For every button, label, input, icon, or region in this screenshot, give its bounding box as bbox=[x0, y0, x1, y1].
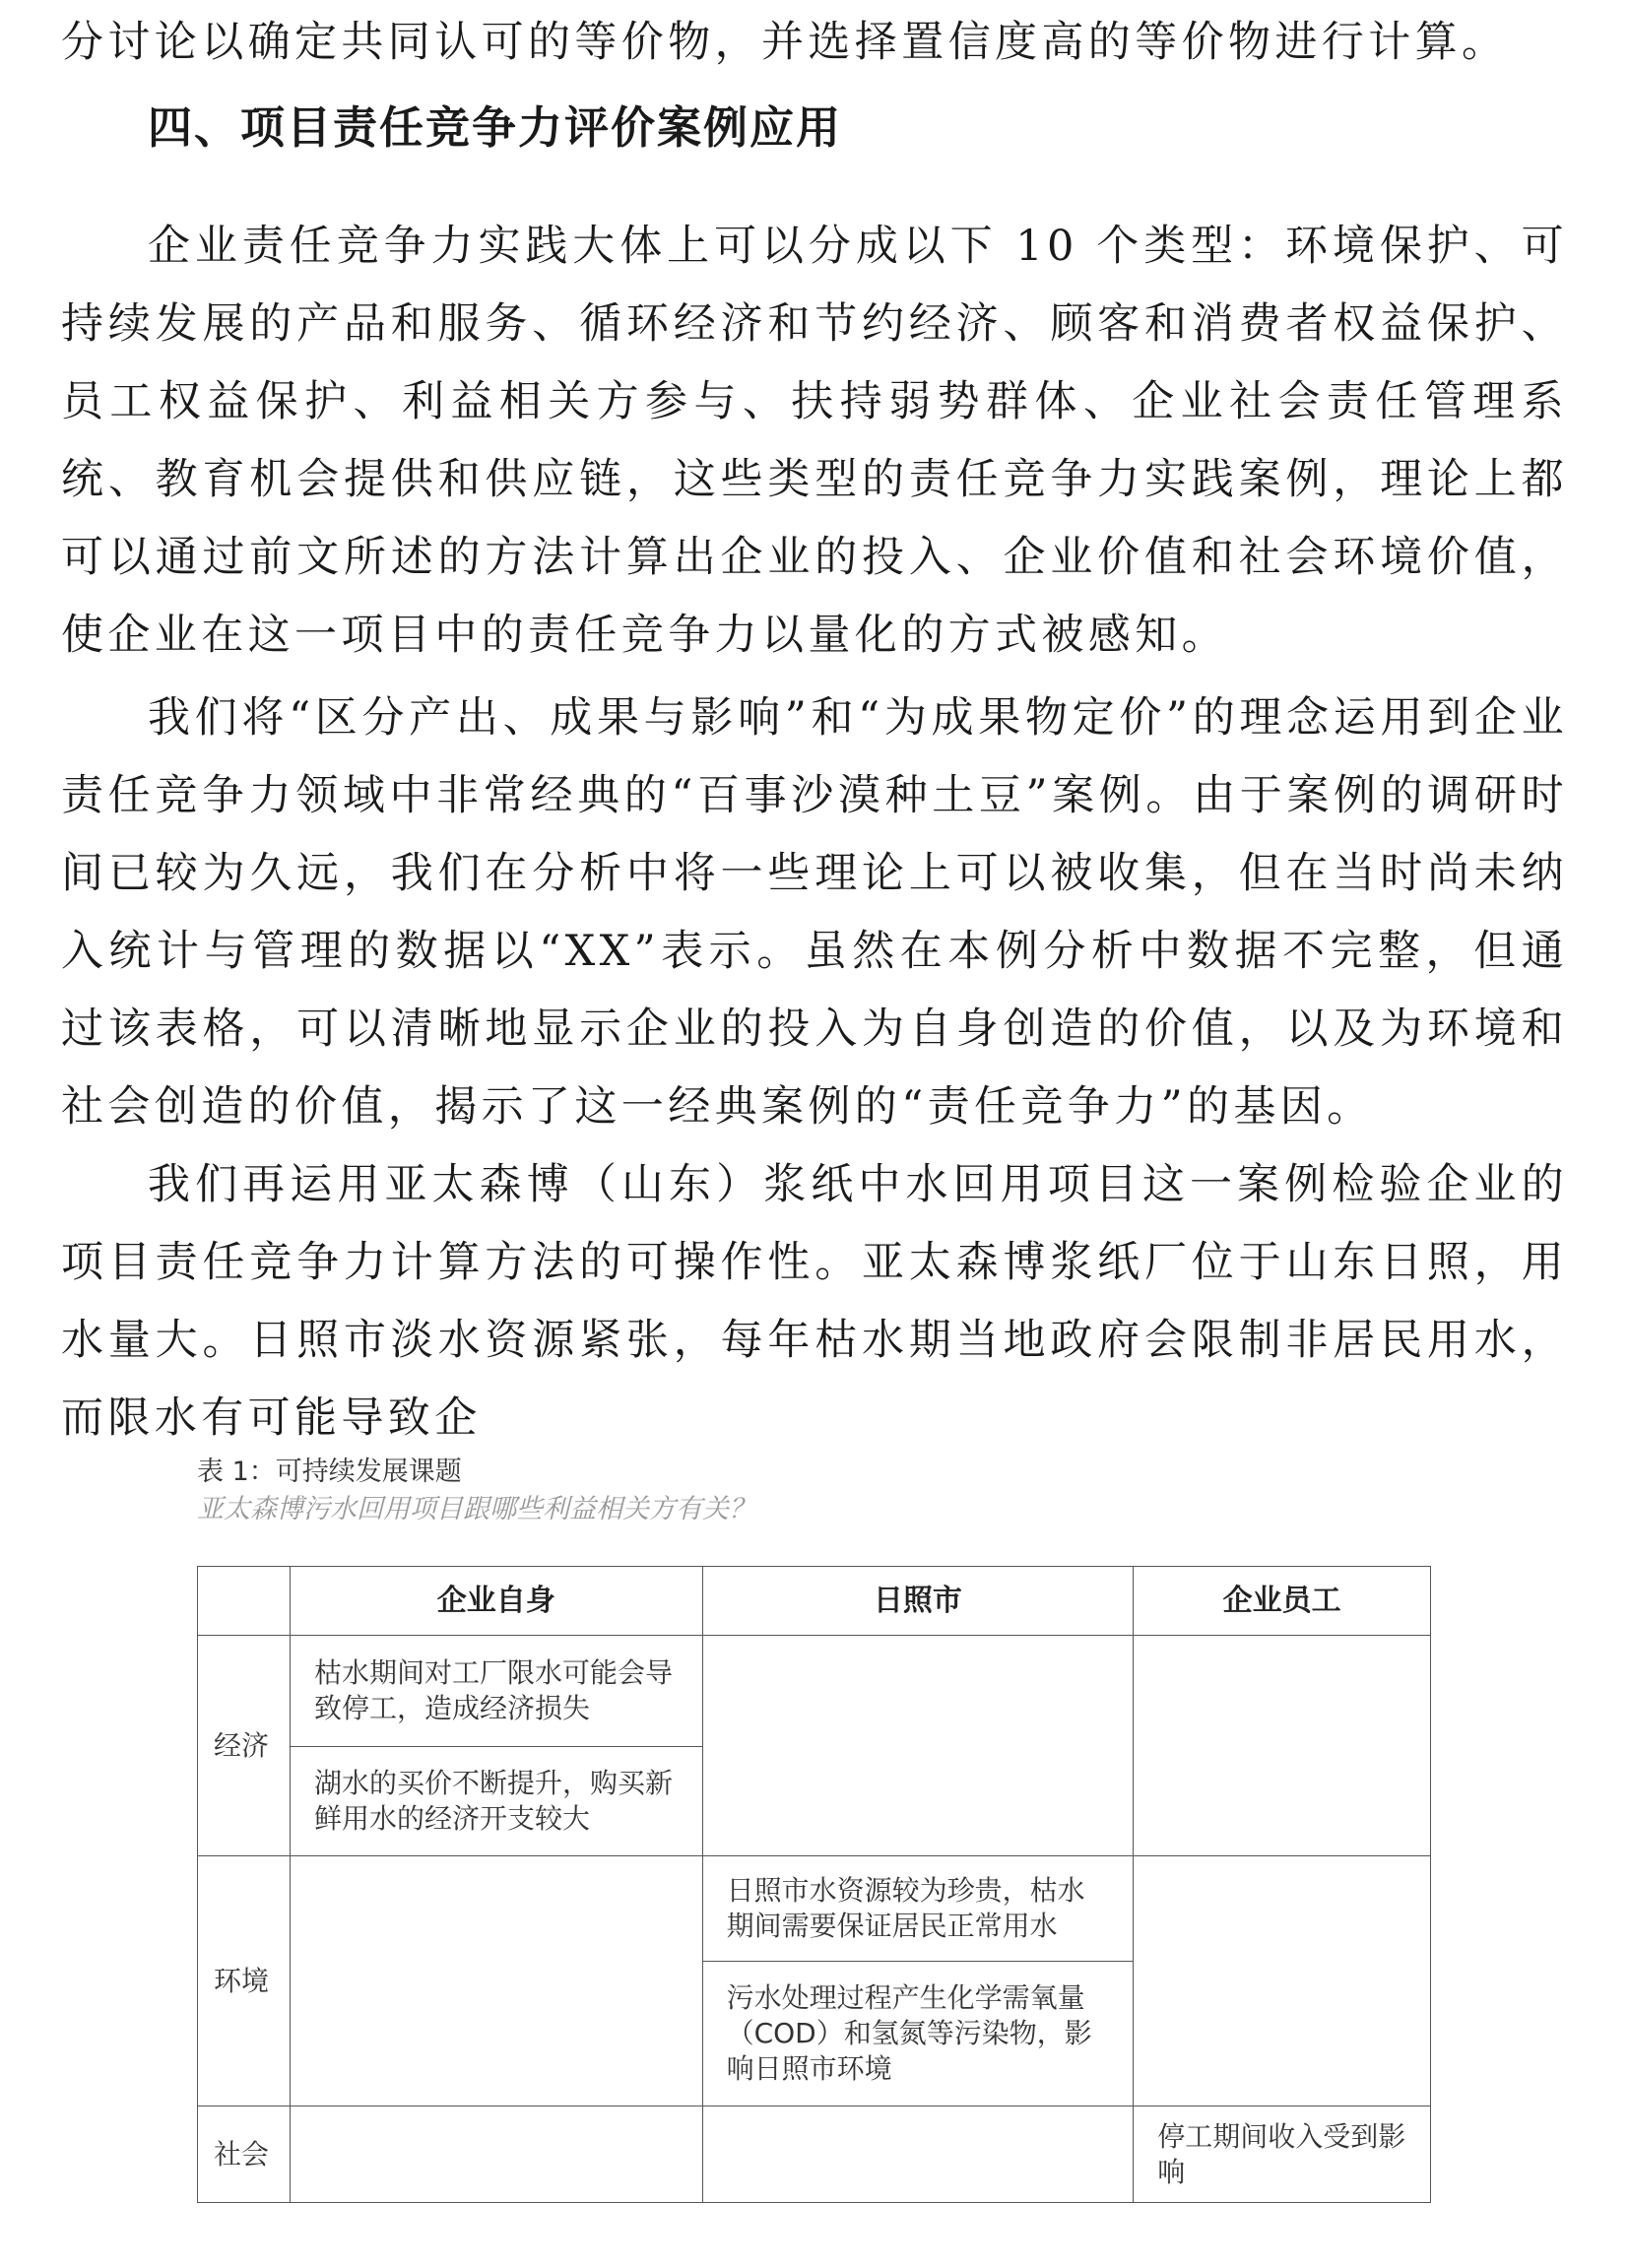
table-cell-empty bbox=[1134, 1856, 1431, 2106]
paragraph-continuation: 分讨论以确定共同认可的等价物，并选择置信度高的等价物进行计算。 bbox=[61, 18, 1509, 67]
table-cell: 停工期间收入受到影响 bbox=[1134, 2106, 1431, 2203]
row-label-environment: 环境 bbox=[198, 1856, 291, 2106]
paragraph-app-case: 我们再运用亚太森博（山东）浆纸中水回用项目这一案例检验企业的项目责任竞争力计算方法的可操作性。亚太森博浆纸厂位于山东日照，用水量大。日照市淡水资源紧张，每年枯水期当地政府会限制非居民用水，而限水有可能导致企 bbox=[61, 1160, 1568, 1443]
table-subcaption: 亚太森博污水回用项目跟哪些利益相关方有关？ bbox=[197, 1494, 755, 1524]
paragraph-types: 企业责任竞争力实践大体上可以分成以下 10 个类型：环境保护、可持续发展的产品和服务、循环经济和节约经济、顾客和消费者权益保护、员工权益保护、利益相关方参与、扶持弱势群体、企业社会责任管理系统、教育机会提供和供应链，这些类型的责任竞争力实践案例，理论上都可以通过前文所述的方法计算出企业的投入、企业价值和社会环境价值，使企业在这一项目中的责任竞争力以量化的方式被感知。 bbox=[61, 222, 1568, 660]
header-employees: 企业员工 bbox=[1134, 1567, 1431, 1636]
header-corner bbox=[198, 1567, 291, 1636]
row-label-economy: 经济 bbox=[198, 1636, 291, 1856]
table-cell: 枯水期间对工厂限水可能会导致停工，造成经济损失 bbox=[290, 1636, 702, 1747]
table-cell-empty bbox=[1134, 1636, 1431, 1856]
table-cell: 日照市水资源较为珍贵，枯水期间需要保证居民正常用水 bbox=[702, 1856, 1134, 1962]
table-row bbox=[198, 1636, 1431, 1747]
table-header-row bbox=[198, 1567, 1431, 1636]
table-row bbox=[198, 1856, 1431, 1962]
table-cell-empty bbox=[290, 1856, 702, 2106]
section-heading: 四、项目责任竞争力评价案例应用 bbox=[148, 101, 843, 154]
table-row bbox=[198, 2106, 1431, 2203]
row-label-society: 社会 bbox=[198, 2106, 291, 2203]
table-cell-empty bbox=[702, 1636, 1134, 1856]
table-caption: 表 1：可持续发展课题 bbox=[197, 1457, 462, 1487]
table-cell-empty bbox=[702, 2106, 1134, 2203]
header-rizhao-city: 日照市 bbox=[702, 1567, 1134, 1636]
table-cell: 湖水的买价不断提升，购买新鲜用水的经济开支较大 bbox=[290, 1747, 702, 1856]
table-cell: 污水处理过程产生化学需氧量（COD）和氢氮等污染物，影响日照市环境 bbox=[702, 1962, 1134, 2106]
header-company: 企业自身 bbox=[290, 1567, 702, 1636]
stakeholder-table bbox=[197, 1566, 1431, 2203]
table-cell-empty bbox=[290, 2106, 702, 2203]
paragraph-pepsi-case: 我们将“区分产出、成果与影响”和“为成果物定价”的理念运用到企业责任竞争力领域中非常经典的“百事沙漠种土豆”案例。由于案例的调研时间已较为久远，我们在分析中将一些理论上可以被收集，但在当时尚未纳入统计与管理的数据以“XX”表示。虽然在本例分析中数据不完整，但通过该表格，可以清晰地显示企业的投入为自身创造的价值，以及为环境和社会创造的价值，揭示了这一经典案例的“责任竞争力”的基因。 bbox=[61, 693, 1568, 1132]
